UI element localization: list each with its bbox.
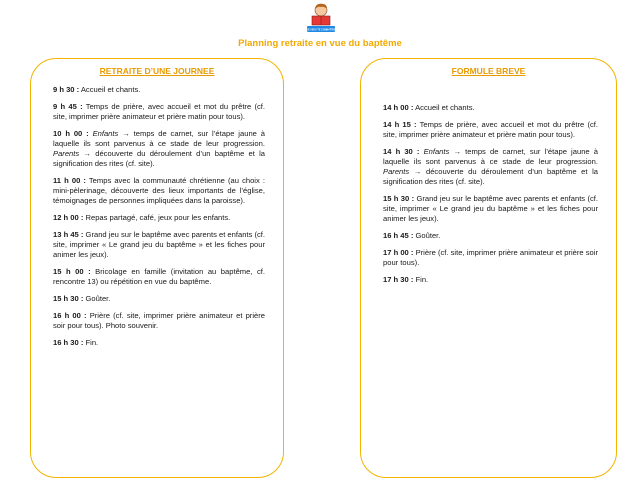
schedule-item: 10 h 00 : Enfants → temps de carnet, sur l’étape jaune à laquelle ils sont parvenus à ce stade de leur progression. Parents → découverte du déroulement d’un baptême et la signification des rites (cf. site). (53, 129, 265, 168)
schedule-item: 14 h 00 : Accueil et chants. (383, 103, 475, 112)
panel-title: RETRAITE D’UNE JOURNEE (99, 66, 215, 76)
schedule-item: 14 h 30 : Enfants → temps de carnet, sur l’étape jaune à laquelle ils sont parvenus à ce stade de leur progression. Parents → découverte du déroulement d’un baptême et la signification des rites (cf. site). (383, 147, 598, 186)
schedule-item: 15 h 30 : Goûter. (53, 294, 111, 303)
schedule-item: 11 h 00 : Temps avec la communauté chrétienne (au choix : mini-pèlerinage, découverte des lieux importants de l’église, témoignages de personnes impliquées dans la paroisse). (53, 176, 265, 205)
reading-child-logo (306, 2, 336, 34)
logo-banner-text: JE VEUX TE CONNAÎTRE (306, 28, 336, 32)
schedule-item: 17 h 30 : Fin. (383, 275, 429, 284)
panel-formule-breve (360, 58, 617, 478)
schedule-item: 9 h 45 : Temps de prière, avec accueil et mot du prêtre (cf. site, imprimer prière animateur et prière matin pour tous). (53, 102, 265, 121)
panel-retraite-journee (30, 58, 284, 478)
schedule-item: 12 h 00 : Repas partagé, café, jeux pour les enfants. (53, 213, 231, 222)
panel-title: FORMULE BREVE (451, 66, 526, 76)
schedule-list (53, 85, 265, 355)
schedule-list (383, 103, 598, 292)
schedule-item: 16 h 30 : Fin. (53, 338, 99, 347)
schedule-item: 16 h 00 : Prière (cf. site, imprimer prière animateur et prière soir pour tous). Photo souvenir. (53, 311, 265, 330)
schedule-item: 13 h 45 : Grand jeu sur le baptême avec parents et enfants (cf. site, imprimer « Le grand jeu du baptême » et les fiches pour animer les jeux). (53, 230, 265, 259)
schedule-item: 14 h 15 : Temps de prière, avec accueil et mot du prêtre (cf. site, imprimer prière animateur et prière matin pour tous). (383, 120, 598, 139)
schedule-item: 9 h 30 : Accueil et chants. (53, 85, 141, 94)
schedule-item: 15 h 30 : Grand jeu sur le baptême avec parents et enfants (cf. site, imprimer « Le grand jeu du baptême » et les fiches pour animer les jeux). (383, 194, 598, 223)
schedule-item: 17 h 00 : Prière (cf. site, imprimer prière animateur et prière soir pour tous). (383, 248, 598, 267)
schedule-item: 16 h 45 : Goûter. (383, 231, 441, 240)
schedule-item: 15 h 00 : Bricolage en famille (invitation au baptême, cf. rencontre 13) ou répétition en vue du baptême. (53, 267, 265, 286)
page-title: Planning retraite en vue du baptême (238, 38, 402, 49)
